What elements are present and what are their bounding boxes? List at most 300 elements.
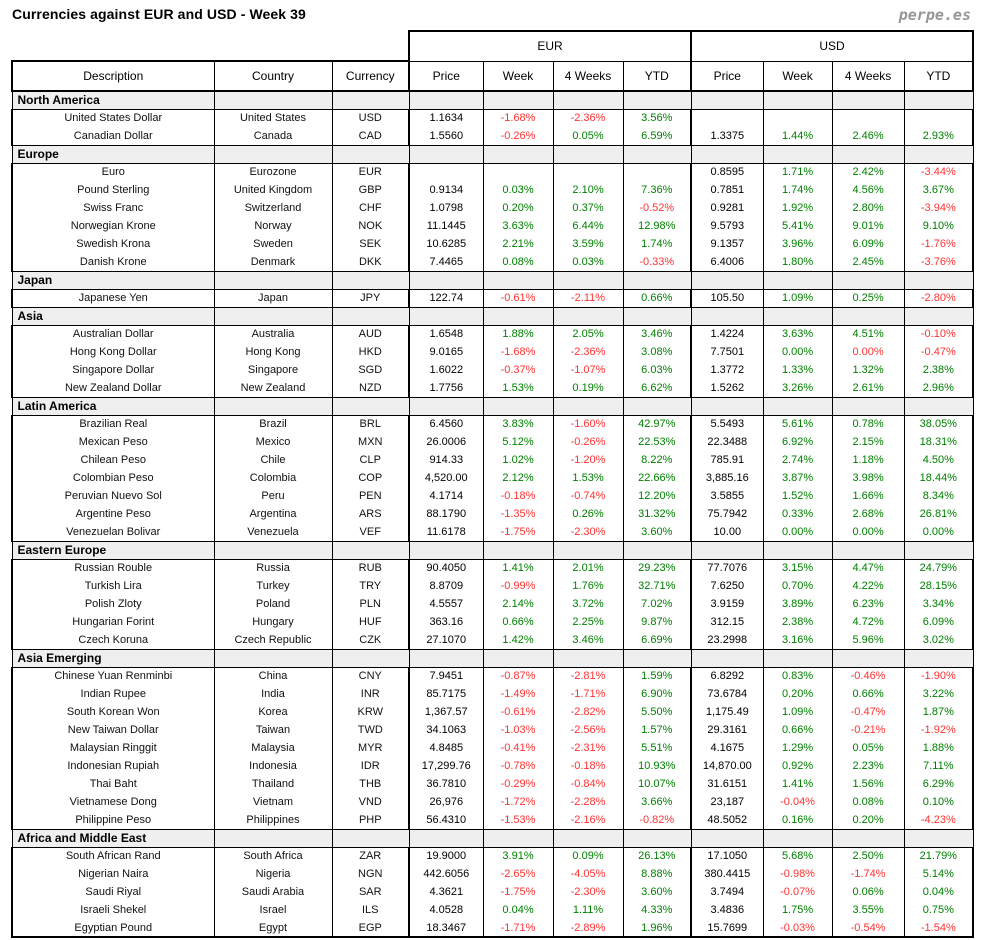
cell-usd-price: 1.3772 (691, 361, 763, 379)
cell-eur-price: 363.16 (409, 613, 483, 631)
section-cell (904, 271, 973, 289)
section-cell (553, 271, 623, 289)
cell-eur-week: -1.68% (483, 109, 553, 127)
cell-eur-4weeks: -2.16% (553, 811, 623, 829)
cell-usd-price (691, 109, 763, 127)
cell-eur-price: 4.5557 (409, 595, 483, 613)
table-row-PLN (12, 595, 973, 613)
cell-eur-week: -0.61% (483, 703, 553, 721)
cell-usd-week: -0.03% (763, 919, 832, 937)
cell-eur-week: -2.65% (483, 865, 553, 883)
cell-country: Malaysia (214, 739, 332, 757)
cell-currency-code: TWD (332, 721, 409, 739)
cell-description: Israeli Shekel (12, 901, 214, 919)
section-row (12, 91, 973, 109)
section-row (12, 307, 973, 325)
col-header-eur-4weeks: 4 Weeks (553, 61, 623, 91)
cell-eur-4weeks: -2.30% (553, 883, 623, 901)
cell-eur-4weeks: 3.72% (553, 595, 623, 613)
cell-currency-code: NOK (332, 217, 409, 235)
cell-usd-4weeks: 6.23% (832, 595, 904, 613)
cell-eur-4weeks: -2.89% (553, 919, 623, 937)
cell-country: South Africa (214, 847, 332, 865)
cell-usd-price: 15.7699 (691, 919, 763, 937)
cell-currency-code: THB (332, 775, 409, 793)
col-header-eur-week: Week (483, 61, 553, 91)
cell-eur-ytd: 8.88% (623, 865, 691, 883)
cell-usd-ytd: -1.76% (904, 235, 973, 253)
cell-country: Vietnam (214, 793, 332, 811)
cell-description: Euro (12, 163, 214, 181)
section-row (12, 829, 973, 847)
cell-currency-code: BRL (332, 415, 409, 433)
cell-eur-price: 1.6548 (409, 325, 483, 343)
col-header-eur-ytd: YTD (623, 61, 691, 91)
cell-eur-4weeks: -2.82% (553, 703, 623, 721)
cell-usd-4weeks: 2.45% (832, 253, 904, 271)
cell-eur-week: -1.75% (483, 523, 553, 541)
cell-country: Mexico (214, 433, 332, 451)
section-cell (483, 307, 553, 325)
cell-usd-4weeks: 1.32% (832, 361, 904, 379)
section-cell (623, 91, 691, 109)
cell-usd-week: 1.41% (763, 775, 832, 793)
cell-description: Venezuelan Bolivar (12, 523, 214, 541)
cell-currency-code: PLN (332, 595, 409, 613)
table-row-MXN (12, 433, 973, 451)
cell-description: Hungarian Forint (12, 613, 214, 631)
cell-usd-price: 23,187 (691, 793, 763, 811)
cell-eur-4weeks: 3.59% (553, 235, 623, 253)
section-cell (832, 397, 904, 415)
cell-currency-code: MXN (332, 433, 409, 451)
section-cell (763, 649, 832, 667)
cell-currency-code: PEN (332, 487, 409, 505)
table-row-SEK (12, 235, 973, 253)
cell-eur-4weeks: 3.46% (553, 631, 623, 649)
cell-description: Norwegian Krone (12, 217, 214, 235)
cell-description: Brazilian Real (12, 415, 214, 433)
cell-eur-price: 88.1790 (409, 505, 483, 523)
cell-eur-ytd: 10.93% (623, 757, 691, 775)
cell-usd-ytd: 18.31% (904, 433, 973, 451)
cell-description: Danish Krone (12, 253, 214, 271)
cell-usd-price: 4.1675 (691, 739, 763, 757)
cell-usd-price: 0.9281 (691, 199, 763, 217)
cell-eur-4weeks: -2.81% (553, 667, 623, 685)
cell-eur-4weeks: 0.05% (553, 127, 623, 145)
cell-usd-price: 0.8595 (691, 163, 763, 181)
cell-eur-ytd: 12.98% (623, 217, 691, 235)
cell-usd-week: 0.00% (763, 523, 832, 541)
cell-usd-price: 0.7851 (691, 181, 763, 199)
table-row-NGN (12, 865, 973, 883)
table-row-DKK (12, 253, 973, 271)
cell-eur-week: 0.66% (483, 613, 553, 631)
cell-eur-4weeks: -2.31% (553, 739, 623, 757)
cell-eur-price: 36.7810 (409, 775, 483, 793)
cell-eur-4weeks: -4.05% (553, 865, 623, 883)
section-cell (483, 541, 553, 559)
table-row-TRY (12, 577, 973, 595)
cell-country: Poland (214, 595, 332, 613)
cell-eur-week: -0.37% (483, 361, 553, 379)
cell-usd-4weeks: 0.05% (832, 739, 904, 757)
cell-eur-4weeks: -2.30% (553, 523, 623, 541)
cell-usd-ytd: 2.96% (904, 379, 973, 397)
cell-currency-code: AUD (332, 325, 409, 343)
cell-currency-code: ARS (332, 505, 409, 523)
cell-eur-week: -0.87% (483, 667, 553, 685)
cell-eur-ytd: 7.36% (623, 181, 691, 199)
cell-description: Chinese Yuan Renminbi (12, 667, 214, 685)
section-cell (623, 145, 691, 163)
section-cell (214, 541, 332, 559)
cell-eur-ytd: 3.60% (623, 523, 691, 541)
cell-currency-code: NGN (332, 865, 409, 883)
cell-eur-week: 1.53% (483, 379, 553, 397)
cell-usd-week: -0.07% (763, 883, 832, 901)
cell-country: India (214, 685, 332, 703)
cell-usd-price: 1.5262 (691, 379, 763, 397)
section-cell (832, 829, 904, 847)
cell-country: Eurozone (214, 163, 332, 181)
cell-usd-ytd: -1.90% (904, 667, 973, 685)
section-cell (483, 397, 553, 415)
cell-usd-week: 0.00% (763, 343, 832, 361)
cell-country: Venezuela (214, 523, 332, 541)
cell-eur-ytd: 3.56% (623, 109, 691, 127)
section-cell (904, 397, 973, 415)
cell-eur-4weeks: 1.53% (553, 469, 623, 487)
cell-eur-4weeks: 0.09% (553, 847, 623, 865)
cell-eur-week: 1.02% (483, 451, 553, 469)
section-cell (409, 91, 483, 109)
cell-eur-ytd: 7.02% (623, 595, 691, 613)
cell-usd-ytd: -4.23% (904, 811, 973, 829)
cell-usd-ytd: 7.11% (904, 757, 973, 775)
cell-eur-price: 17,299.76 (409, 757, 483, 775)
cell-country: Australia (214, 325, 332, 343)
section-row (12, 145, 973, 163)
col-header-eur-price: Price (409, 61, 483, 91)
cell-eur-price: 122.74 (409, 289, 483, 307)
cell-country: Nigeria (214, 865, 332, 883)
cell-currency-code: HKD (332, 343, 409, 361)
cell-eur-week: 3.63% (483, 217, 553, 235)
cell-eur-price: 26.0006 (409, 433, 483, 451)
cell-country: Norway (214, 217, 332, 235)
cell-description: Japanese Yen (12, 289, 214, 307)
table-row-CHF (12, 199, 973, 217)
table-row-ILS (12, 901, 973, 919)
cell-eur-price: 914.33 (409, 451, 483, 469)
cell-country: China (214, 667, 332, 685)
table-row-USD (12, 109, 973, 127)
table-row-CLP (12, 451, 973, 469)
cell-eur-4weeks: 2.01% (553, 559, 623, 577)
col-header-usd-price: Price (691, 61, 763, 91)
cell-description: Argentine Peso (12, 505, 214, 523)
table-row-ARS (12, 505, 973, 523)
cell-currency-code: CNY (332, 667, 409, 685)
table-row-MYR (12, 739, 973, 757)
cell-country: Argentina (214, 505, 332, 523)
cell-currency-code: ILS (332, 901, 409, 919)
section-cell (553, 91, 623, 109)
table-row-HKD (12, 343, 973, 361)
cell-usd-ytd (904, 109, 973, 127)
cell-usd-week: 3.15% (763, 559, 832, 577)
section-cell (332, 649, 409, 667)
cell-country: Egypt (214, 919, 332, 937)
section-cell (553, 145, 623, 163)
cell-usd-ytd: 0.00% (904, 523, 973, 541)
cell-eur-price: 26,976 (409, 793, 483, 811)
cell-eur-week: -0.99% (483, 577, 553, 595)
cell-description: Peruvian Nuevo Sol (12, 487, 214, 505)
section-cell (553, 307, 623, 325)
cell-eur-price: 6.4560 (409, 415, 483, 433)
cell-usd-4weeks: 2.42% (832, 163, 904, 181)
cell-usd-price: 3.7494 (691, 883, 763, 901)
cell-eur-price: 1,367.57 (409, 703, 483, 721)
cell-eur-ytd: 1.57% (623, 721, 691, 739)
cell-usd-4weeks: 4.22% (832, 577, 904, 595)
cell-eur-week: -0.41% (483, 739, 553, 757)
page-title: Currencies against EUR and USD - Week 39 (12, 6, 306, 22)
cell-eur-week: -0.29% (483, 775, 553, 793)
cell-currency-code: TRY (332, 577, 409, 595)
cell-country: Chile (214, 451, 332, 469)
section-cell (691, 307, 763, 325)
cell-usd-week: -0.98% (763, 865, 832, 883)
cell-description: Indian Rupee (12, 685, 214, 703)
cell-usd-week: 1.75% (763, 901, 832, 919)
cell-usd-week: 1.74% (763, 181, 832, 199)
table-row-VEF (12, 523, 973, 541)
cell-usd-ytd: 18.44% (904, 469, 973, 487)
table-row-TWD (12, 721, 973, 739)
cell-usd-week: 3.63% (763, 325, 832, 343)
cell-eur-price: 8.8709 (409, 577, 483, 595)
cell-usd-price: 3.5855 (691, 487, 763, 505)
section-cell (904, 649, 973, 667)
cell-usd-price: 75.7942 (691, 505, 763, 523)
cell-description: Nigerian Naira (12, 865, 214, 883)
cell-eur-ytd: 5.50% (623, 703, 691, 721)
cell-usd-4weeks (832, 109, 904, 127)
cell-country: Switzerland (214, 199, 332, 217)
cell-usd-4weeks: -0.54% (832, 919, 904, 937)
cell-eur-price: 27.1070 (409, 631, 483, 649)
cell-usd-week: 0.70% (763, 577, 832, 595)
cell-usd-week: 0.66% (763, 721, 832, 739)
cell-description: Polish Zloty (12, 595, 214, 613)
cell-usd-4weeks: -0.21% (832, 721, 904, 739)
cell-usd-price: 3,885.16 (691, 469, 763, 487)
section-cell (691, 145, 763, 163)
cell-usd-4weeks: 2.15% (832, 433, 904, 451)
col-header-usd-week: Week (763, 61, 832, 91)
table-row-NZD (12, 379, 973, 397)
cell-usd-week: 1.33% (763, 361, 832, 379)
cell-currency-code: ZAR (332, 847, 409, 865)
section-cell (409, 541, 483, 559)
cell-eur-price: 4,520.00 (409, 469, 483, 487)
cell-usd-price: 31.6151 (691, 775, 763, 793)
section-cell (763, 271, 832, 289)
section-cell (483, 829, 553, 847)
cell-currency-code: COP (332, 469, 409, 487)
table-row-CZK (12, 631, 973, 649)
cell-currency-code: EGP (332, 919, 409, 937)
cell-usd-ytd: -1.54% (904, 919, 973, 937)
cell-eur-ytd: 6.90% (623, 685, 691, 703)
cell-description: Canadian Dollar (12, 127, 214, 145)
cell-description: Singapore Dollar (12, 361, 214, 379)
cell-description: Australian Dollar (12, 325, 214, 343)
cell-usd-price: 14,870.00 (691, 757, 763, 775)
cell-eur-4weeks: 0.26% (553, 505, 623, 523)
cell-usd-4weeks: 6.09% (832, 235, 904, 253)
cell-eur-week: 2.21% (483, 235, 553, 253)
cell-country: Russia (214, 559, 332, 577)
cell-eur-price: 85.7175 (409, 685, 483, 703)
cell-usd-ytd: 1.88% (904, 739, 973, 757)
cell-usd-4weeks: 0.06% (832, 883, 904, 901)
cell-usd-price: 1,175.49 (691, 703, 763, 721)
cell-eur-4weeks: -2.36% (553, 343, 623, 361)
cell-eur-price (409, 163, 483, 181)
cell-usd-week: 3.87% (763, 469, 832, 487)
cell-usd-price: 77.7076 (691, 559, 763, 577)
cell-description: Swedish Krona (12, 235, 214, 253)
cell-usd-ytd: 2.38% (904, 361, 973, 379)
cell-eur-week (483, 163, 553, 181)
section-cell (332, 91, 409, 109)
cell-usd-ytd: 0.04% (904, 883, 973, 901)
cell-country: United Kingdom (214, 181, 332, 199)
cell-usd-4weeks: 4.47% (832, 559, 904, 577)
cell-country: Colombia (214, 469, 332, 487)
cell-eur-ytd: 3.66% (623, 793, 691, 811)
cell-eur-ytd: 22.53% (623, 433, 691, 451)
cell-usd-4weeks: 9.01% (832, 217, 904, 235)
table-row-AUD (12, 325, 973, 343)
table-row-THB (12, 775, 973, 793)
cell-eur-ytd: 5.51% (623, 739, 691, 757)
cell-usd-price: 7.7501 (691, 343, 763, 361)
cell-usd-week: 1.09% (763, 289, 832, 307)
cell-country: Indonesia (214, 757, 332, 775)
cell-usd-price: 48.5052 (691, 811, 763, 829)
section-cell (332, 541, 409, 559)
table-row-CAD (12, 127, 973, 145)
cell-currency-code: SAR (332, 883, 409, 901)
cell-country: Czech Republic (214, 631, 332, 649)
cell-eur-4weeks: 2.10% (553, 181, 623, 199)
cell-description: United States Dollar (12, 109, 214, 127)
cell-usd-ytd: 24.79% (904, 559, 973, 577)
cell-country: United States (214, 109, 332, 127)
cell-currency-code: INR (332, 685, 409, 703)
cell-currency-code: CZK (332, 631, 409, 649)
cell-description: New Taiwan Dollar (12, 721, 214, 739)
table-row-SAR (12, 883, 973, 901)
table-row-KRW (12, 703, 973, 721)
cell-usd-week: 1.52% (763, 487, 832, 505)
cell-currency-code: NZD (332, 379, 409, 397)
cell-usd-price: 6.8292 (691, 667, 763, 685)
cell-usd-week: 5.41% (763, 217, 832, 235)
cell-eur-ytd: -0.33% (623, 253, 691, 271)
cell-eur-4weeks: 0.03% (553, 253, 623, 271)
col-header-country: Country (214, 61, 332, 91)
cell-eur-week: 5.12% (483, 433, 553, 451)
section-cell (904, 541, 973, 559)
cell-description: Vietnamese Dong (12, 793, 214, 811)
cell-usd-price: 9.1357 (691, 235, 763, 253)
cell-usd-price: 1.4224 (691, 325, 763, 343)
currencies-table (11, 30, 974, 938)
page-header (0, 0, 984, 26)
table-row-IDR (12, 757, 973, 775)
table-body (12, 91, 973, 937)
cell-usd-price: 3.4836 (691, 901, 763, 919)
cell-eur-4weeks: -0.18% (553, 757, 623, 775)
section-cell (623, 397, 691, 415)
cell-description: Malaysian Ringgit (12, 739, 214, 757)
cell-usd-price: 17.1050 (691, 847, 763, 865)
cell-country: Korea (214, 703, 332, 721)
section-cell (409, 397, 483, 415)
cell-eur-price: 442.6056 (409, 865, 483, 883)
cell-eur-price: 90.4050 (409, 559, 483, 577)
table-row-ZAR (12, 847, 973, 865)
cell-eur-ytd: 12.20% (623, 487, 691, 505)
cell-eur-ytd: 8.22% (623, 451, 691, 469)
section-cell (691, 829, 763, 847)
section-cell (763, 307, 832, 325)
cell-usd-4weeks: 2.68% (832, 505, 904, 523)
section-row (12, 397, 973, 415)
cell-usd-ytd: 6.09% (904, 613, 973, 631)
cell-usd-ytd: -2.80% (904, 289, 973, 307)
cell-currency-code: RUB (332, 559, 409, 577)
section-cell (409, 307, 483, 325)
cell-eur-4weeks: -1.20% (553, 451, 623, 469)
cell-usd-week: 3.26% (763, 379, 832, 397)
cell-eur-price: 56.4310 (409, 811, 483, 829)
cell-usd-ytd: 8.34% (904, 487, 973, 505)
cell-usd-price: 10.00 (691, 523, 763, 541)
cell-currency-code: GBP (332, 181, 409, 199)
cell-usd-ytd: 9.10% (904, 217, 973, 235)
cell-eur-week: -1.53% (483, 811, 553, 829)
cell-country: Singapore (214, 361, 332, 379)
section-cell (553, 397, 623, 415)
col-header-usd-4weeks: 4 Weeks (832, 61, 904, 91)
cell-currency-code: VEF (332, 523, 409, 541)
cell-eur-4weeks: -0.26% (553, 433, 623, 451)
cell-usd-week: 3.89% (763, 595, 832, 613)
cell-eur-week: 1.88% (483, 325, 553, 343)
cell-eur-4weeks: 1.11% (553, 901, 623, 919)
cell-eur-week: -1.03% (483, 721, 553, 739)
cell-usd-price: 312.15 (691, 613, 763, 631)
section-cell (214, 307, 332, 325)
